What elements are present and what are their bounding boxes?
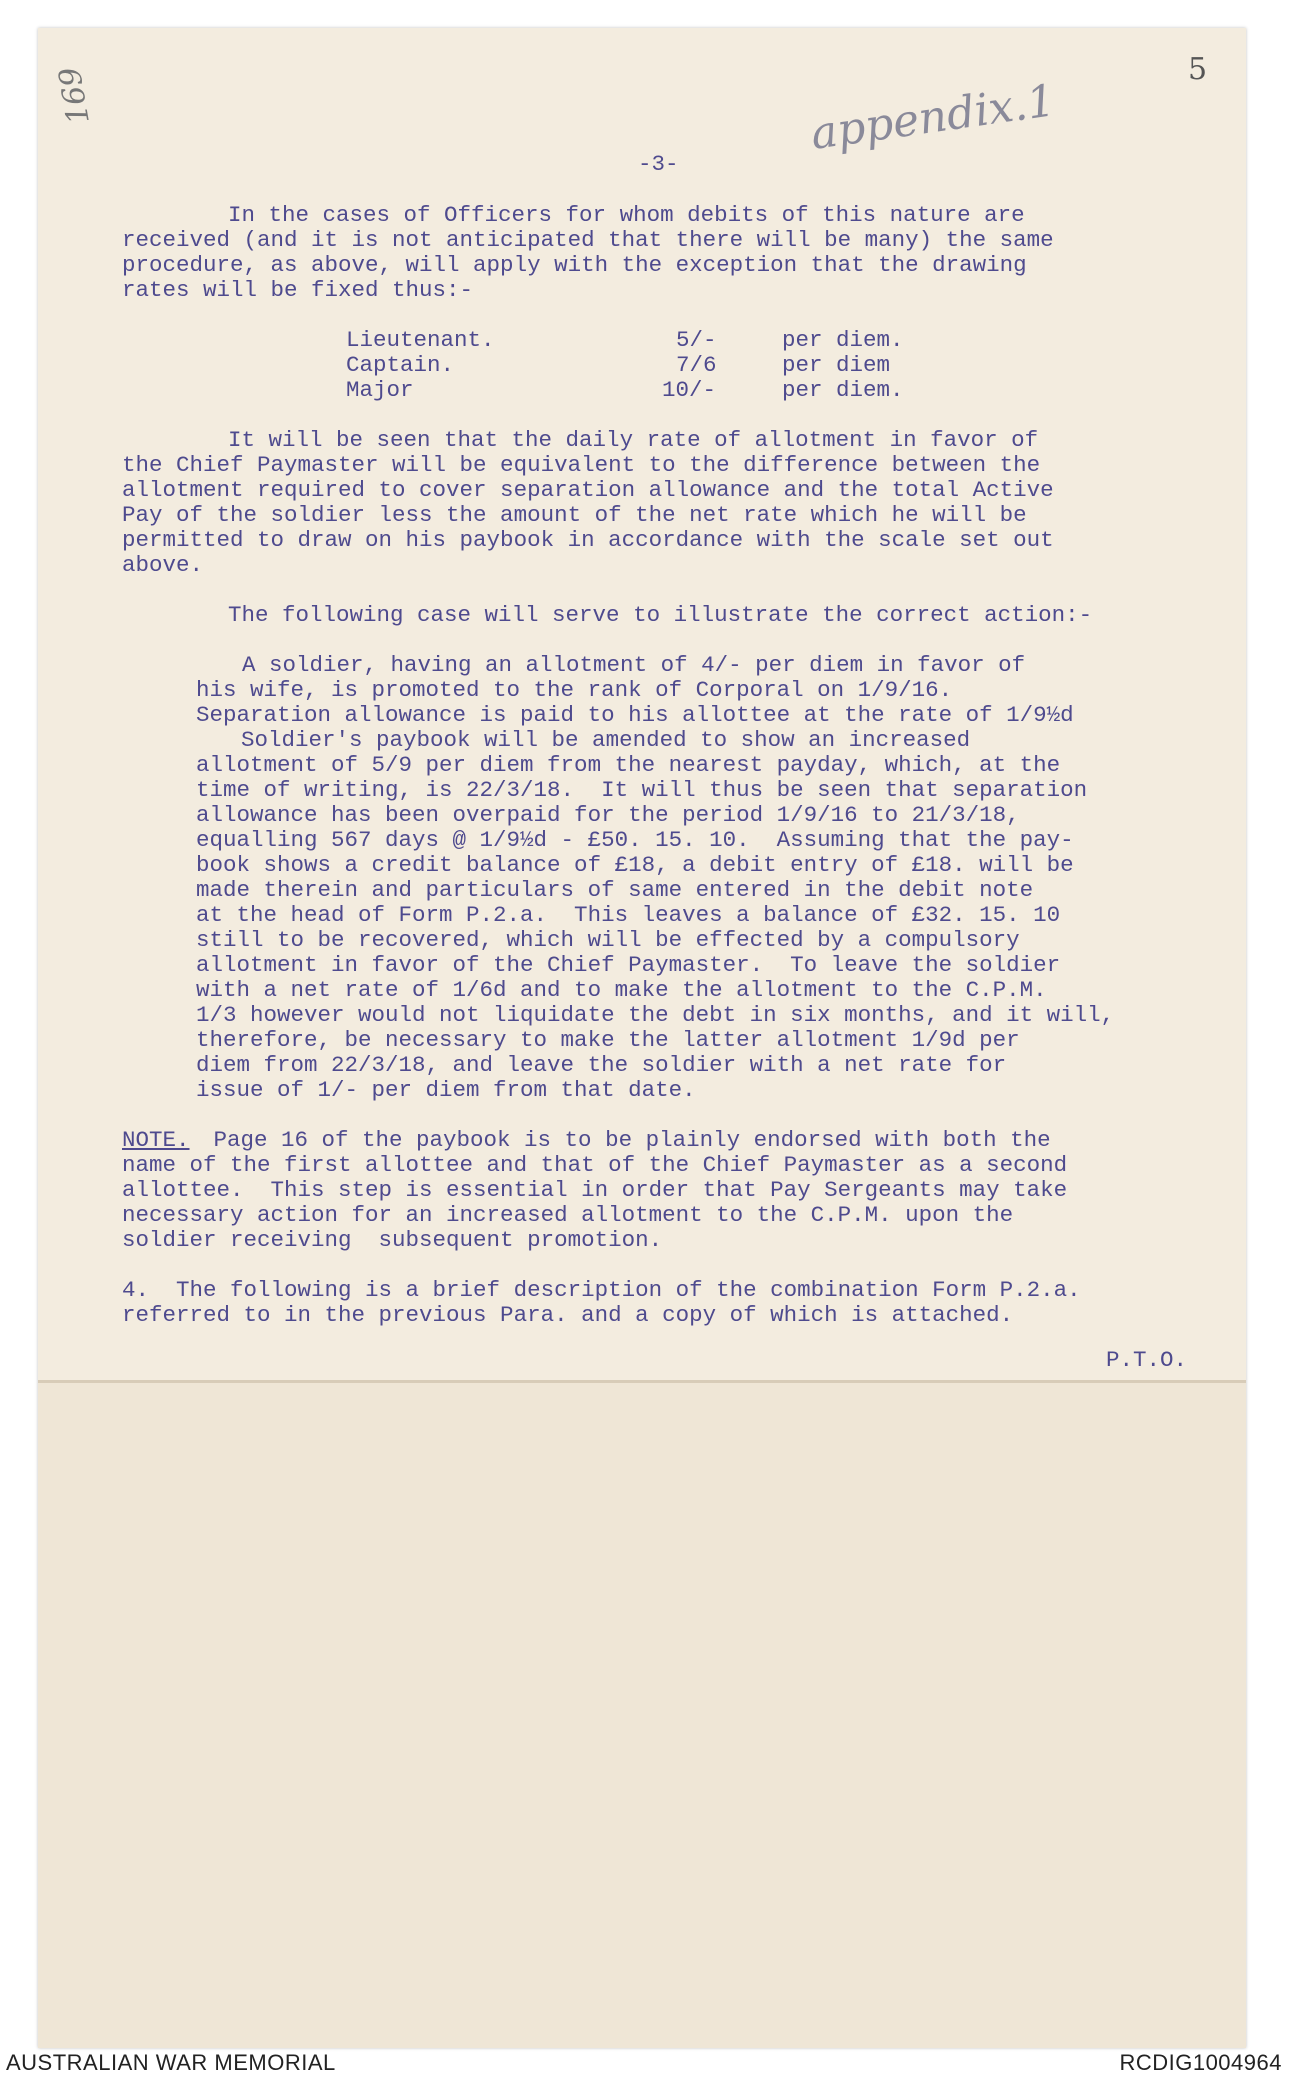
case-line: therefore, be necessary to make the latter allotment 1/9d per [196, 1027, 1020, 1053]
rate-value: 5/- [676, 327, 717, 353]
paragraph-line: referred to in the previous Para. and a copy of which is attached. [122, 1302, 1014, 1328]
note-line: soldier receiving subsequent promotion. [122, 1227, 663, 1253]
page-number: 5 [1188, 52, 1208, 87]
case-line: equalling 567 days @ 1/9½d - £50. 15. 10. Assuming that the pay- [196, 827, 1074, 853]
case-line: his wife, is promoted to the rank of Corporal on 1/9/16. [196, 677, 953, 703]
case-line: time of writing, is 22/3/18. It will thus be seen that separation [196, 777, 1088, 803]
case-line: at the head of Form P.2.a. This leaves a balance of £32. 15. 10 [196, 902, 1061, 928]
paragraph-line: In the cases of Officers for whom debits of this nature are [228, 202, 1025, 228]
paragraph-line: the Chief Paymaster will be equivalent to the difference between the [122, 452, 1041, 478]
paragraph-line: 4. The following is a brief description of the combination Form P.2.a. [122, 1277, 1081, 1303]
document-page-lower [38, 1383, 1246, 2048]
note-line: necessary action for an increased allotment to the C.P.M. upon the [122, 1202, 1014, 1228]
paragraph-line: procedure, as above, will apply with the exception that the drawing [122, 252, 1027, 278]
sheet-heading: -3- [638, 151, 679, 177]
paragraph-line: permitted to draw on his paybook in accordance with the scale set out [122, 527, 1054, 553]
folio-number-handwritten: 169 [52, 64, 97, 127]
case-line: diem from 22/3/18, and leave the soldier with a net rate for [196, 1052, 1007, 1078]
note-line: allottee. This step is essential in order that Pay Sergeants may take [122, 1177, 1068, 1203]
rate-rank: Lieutenant. [346, 327, 495, 353]
paragraph-line: allotment required to cover separation allowance and the total Active [122, 477, 1054, 503]
rate-unit: per diem. [782, 327, 904, 353]
rate-value: 10/- [662, 377, 717, 403]
case-line: issue of 1/- per diem from that date. [196, 1077, 696, 1103]
case-line: allowance has been overpaid for the period 1/9/16 to 21/3/18, [196, 802, 1020, 828]
case-line: book shows a credit balance of £18, a debit entry of £18. will be [196, 852, 1074, 878]
case-intro: The following case will serve to illustrate the correct action:- [228, 602, 1093, 628]
paragraph-line: Pay of the soldier less the amount of the net rate which he will be [122, 502, 1027, 528]
footer-record-id: RCDIG1004964 [1119, 2050, 1282, 2075]
case-line: with a net rate of 1/6d and to make the allotment to the C.P.M. [196, 977, 1047, 1003]
case-line: made therein and particulars of same entered in the debit note [196, 877, 1034, 903]
note-line: Page 16 of the paybook is to be plainly endorsed with both the [200, 1127, 1051, 1153]
rate-rank: Major [346, 377, 414, 403]
paragraph-line: rates will be fixed thus:- [122, 277, 474, 303]
note-line: name of the first allottee and that of the Chief Paymaster as a second [122, 1152, 1068, 1178]
case-line: Soldier's paybook will be amended to show an increased [214, 727, 971, 753]
paragraph-line: received (and it is not anticipated that there will be many) the same [122, 227, 1054, 253]
case-line: Separation allowance is paid to his allottee at the rate of 1/9½d [196, 702, 1074, 728]
paragraph-line: above. [122, 552, 204, 578]
case-line: allotment of 5/9 per diem from the nearest payday, which, at the [196, 752, 1061, 778]
rate-unit: per diem [782, 352, 891, 378]
please-turn-over: P.T.O. [1106, 1347, 1188, 1373]
rate-value: 7/6 [676, 352, 717, 378]
footer-source: AUSTRALIAN WAR MEMORIAL [6, 2050, 336, 2075]
paragraph-line: It will be seen that the daily rate of allotment in favor of [228, 427, 1039, 453]
handwritten-appendix-note: appendix.1 [807, 75, 1059, 160]
case-line: A soldier, having an allotment of 4/- per diem in favor of [242, 652, 1026, 678]
rate-unit: per diem. [782, 377, 904, 403]
rate-rank: Captain. [346, 352, 455, 378]
case-line: still to be recovered, which will be effected by a compulsory [196, 927, 1020, 953]
case-line: allotment in favor of the Chief Paymaster. To leave the soldier [196, 952, 1061, 978]
note-label: NOTE. [122, 1127, 190, 1153]
case-line: 1/3 however would not liquidate the debt in six months, and it will, [196, 1002, 1115, 1028]
